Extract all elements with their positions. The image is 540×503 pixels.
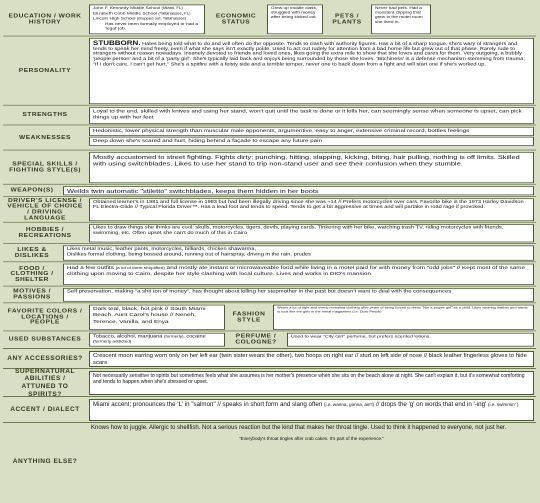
accent-text-b: (i.e. wanna, gonna, ain't) — [324, 402, 375, 407]
accent-text-c: // drops the 'g' on words that end in '-ing' — [374, 401, 488, 408]
perfume-label: PERFUME / COLOGNE? — [235, 333, 277, 345]
pets-label: PETS / PLANTS — [332, 13, 362, 25]
accessories-box: Crescent moon earring worn only on her left ear (twin sister wears the other), two hoops on right ear // stud on left side of nose // black leather fingerless gloves to hide scars — [89, 351, 534, 367]
else-label: ANYTHING ELSE? — [12, 458, 78, 466]
accent-text-a: Miami accent; pronounces the 'L' in "salmon" // speaks in short form and slang often — [93, 401, 324, 408]
accent-text-d: (i.e. swimmin' ) — [487, 402, 519, 407]
econ-label: ECONOMIC STATUS — [215, 13, 257, 25]
favorites-label: FAVORITE COLORS / LOCATIONS / PEOPLE — [7, 308, 83, 326]
fashion-note: (i.e. Doro Pesch) — [352, 309, 382, 313]
weaknesses-box-1: Hedonistic, lower physical strength than muscular male opponents, argumentive, easy to anger, extensive criminal record, bottles feelings — [89, 127, 534, 136]
school2: Elizabeth Cobb Middle School — [93, 12, 157, 17]
weaknesses-label: WEAKNESSES — [19, 135, 71, 141]
food-text-c: and mostly ate instant or microwaveable food while living in a motel paid for with money from "odd jobs" // Kept most of the same clothing upon moving to Cairo, despite her style clashing with local culture. Lives and works in DIO's mansion — [67, 265, 526, 277]
else-quote: "Everybody's throat tingles after crab cakes. It's part of the experience." — [239, 435, 384, 441]
school3-note: (dropped out, Tallahassee) — [136, 17, 187, 21]
strengths-label: STRENGTHS — [22, 112, 68, 118]
substances-label: USED SUBSTANCES — [8, 336, 82, 343]
strengths-box: Loyal to the end, skilled with knives and using her stand, won't quit until the task is done or it kills her, can seemingly sense when someone is upset, can pick things up with her feet — [89, 107, 534, 124]
favorites-box: Dark teal, black, hot pink // South Miami Beach, Aunt Carol's house // Neneh, Terence, Vanilla, and Enya — [89, 305, 225, 330]
row-accessories — [3, 348, 536, 369]
supernatural-label: SUPERNATURAL ABILITIES / ATTUNED TO SPIRITS? — [14, 367, 76, 398]
hobbies-label: HOBBIES / RECREATIONS — [18, 227, 72, 239]
hobbies-box: Likes to draw things she thinks are cool; skulls, motorcycles, tigers, devils, playing cards. Tinkering with her bike, watching trash TV, riding motorcycles with friends, swimming, etc. Often upset she can't do much of this in Cairo — [89, 224, 534, 242]
pets-box: Never had pets. Had a monstera clipping that grew in the motel room she lived in. — [371, 5, 431, 35]
econ-box: Grew up middle class, struggled with money after being kicked out. — [267, 5, 323, 35]
personality-text: Hates being told what to do and will often do the opposite. Tends to clash with authority figures. Has a bit of a sharp tongue, she's wary of strangers and tends to speak her mind freely, even if what she says isn't exactly polite. Used to act out rudely for attention from a bad home life but grew out of that phase. Rarely rude to strangers without reason nowadays. Insanely devoted to friends and loved ones, likes going the extra mile to show that she loves and cares for them. Very outgoing, a bubbly 'people person' and a bit of a 'party girl'. She's typically laid back and enjoys being surrounded by those she loves. 'Bitchiness' is a defense mechanism stemming from trauma; "If I don't care, I can't get hurt." She's a spitfire with a feisty side and a terrible temper, never one to back down from a fight and will start one if she's worked up. — [93, 41, 525, 67]
motives-box: Self preservation, making "a shit ton of money", has thought about killing her stepmother in the past but doesn't want to deal with the consequences — [63, 288, 534, 302]
row-supernatural — [3, 368, 536, 397]
school1-loc: (Miami, FL) — [161, 6, 183, 10]
dislikes-text: Dislikes formal clothing, being bossed around, running out of hairspray, driving in the rain, prudes — [67, 252, 311, 258]
food-text-a: Had a few outfits — [67, 265, 116, 271]
food-label: FOOD / CLOTHING / SHELTER — [10, 265, 54, 283]
food-text-b: (a lot of them shoplifted) — [115, 265, 165, 270]
weapons-box: Weilds twin automatic "stiletto" switchblades, keeps them hidden in her boots — [63, 186, 534, 195]
weapons-label: WEAPON(S) — [10, 187, 54, 194]
school1: John F. Kennedy Middle School — [93, 6, 161, 11]
else-content — [87, 423, 536, 501]
fashion-text: Wears a lot of tight and overly revealing clothing after years of being forced to dress "like a proper girl" as a child. Likes wearing leather and wants to look like the girls in the metal magazines — [277, 305, 528, 313]
personality-label: PERSONALITY — [18, 68, 72, 74]
row-anything-else — [3, 422, 536, 501]
license-label: DRIVER'S LICENSE / VEHICLE OF CHOICE / DRIVING LANGUAGE — [7, 198, 83, 221]
substances-text-b: (formerly), — [163, 334, 185, 339]
substances-text-a: Tobacco, alcohol, marijuana — [93, 334, 164, 339]
substances-text-c: cocaine — [184, 334, 206, 339]
accessories-label: ANY ACCESSORIES? — [7, 355, 83, 363]
substances-text-d: (formerly addicted) — [93, 339, 132, 344]
likes-label: LIKES & DISLIKES — [14, 247, 50, 259]
skills-label: SPECIAL SKILLS / FIGHTING STYLE(S) — [9, 161, 81, 173]
else-text: Knows how to juggle. Allergic to shellfish. Not a serious reaction but the kind that makes her throat tingle. Used to think it happened to everyone, not just her. — [91, 425, 507, 431]
perfume-box: Used to wear "City Girl" perfume, but prefers scented lotions. — [287, 333, 534, 347]
education-label: EDUCATION / WORK HISTORY — [8, 13, 82, 25]
skills-box: Mostly accustomed to street fighting. Fights dirty; punching, hitting, slapping, kicking, biting, hair pulling, nothing is off limits. Skilled with using switchblades. Likes to use her stand to trip non-stand user and see their confusion when they stumble. — [89, 152, 534, 183]
personality-lead: STUBBORN. — [93, 39, 141, 47]
row-accent — [3, 396, 536, 423]
work-note: Has never been formally employed or had a 'legal' job. — [105, 22, 199, 32]
supernatural-box: Not necessarily sensitive to spirits but sometimes feels what she assumes is her mother's presence when she sits on the beach alone at night. She can't explain it, but it's somewhat comforting and tends to happen when she's stressed or upset. — [89, 371, 534, 395]
school3: Lincoln High School — [93, 17, 136, 22]
accent-box — [89, 399, 534, 421]
accent-label: ACCENT / DIALECT — [10, 406, 80, 414]
fashion-label: FASHION STYLE — [232, 311, 266, 323]
license-box: Obtained learner's in 1981 and full license in 1983 but had been illegally driving since she was ~14 // Prefers motorcycles over cars. Favorite bike is the 1973 Harley Davidson FL Electra-Glide // Typical Florida Driver™. Has a lead foot and tends to speed. Tends to get a bit aggressive at times and will partake in road rage if provoked. — [89, 198, 534, 221]
likes-text: Likes metal music, leather pants, motorcycles, billiards, chicken shawarma, — [67, 246, 257, 252]
weaknesses-box-2: Deep down she's scared and hurt, hiding behind a façade to escape any future pain — [89, 137, 534, 146]
school2-loc: (Tallahassee, FL) — [158, 11, 191, 16]
motives-label: MOTIVES / PASSIONS — [13, 289, 51, 301]
tail-container — [3, 348, 536, 500]
